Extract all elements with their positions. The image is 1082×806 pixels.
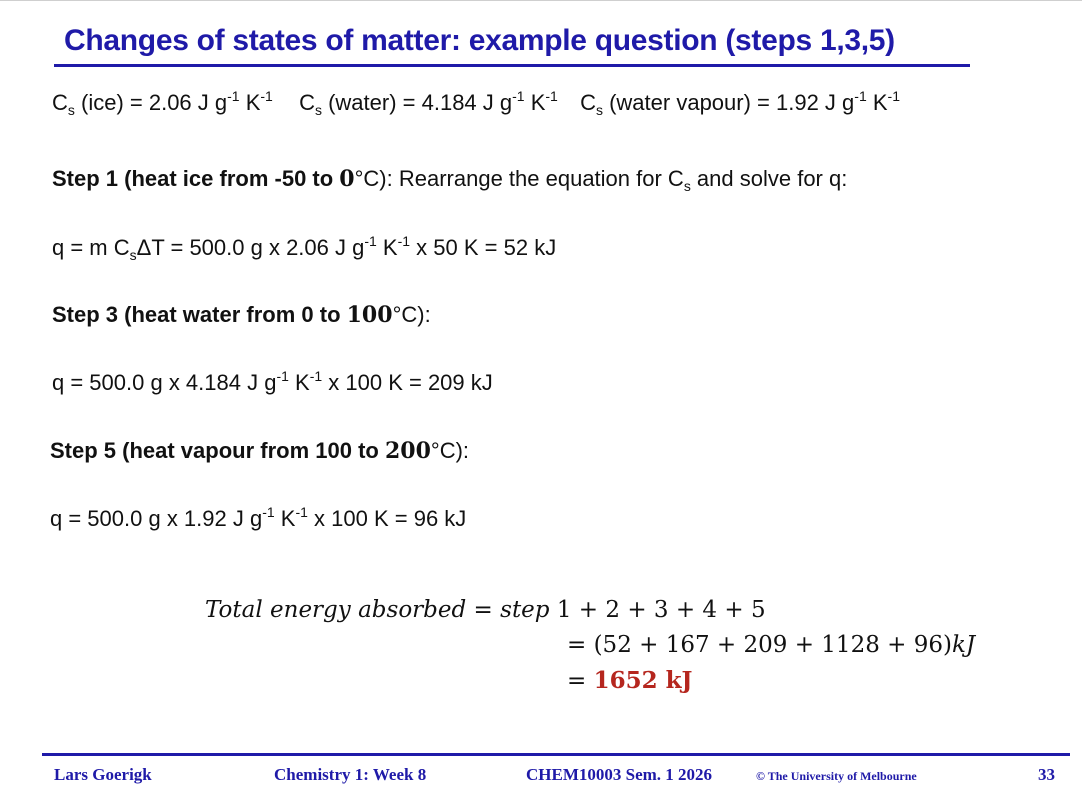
footer-author: Lars Goerigk bbox=[54, 765, 152, 784]
total-line-3: = 1652 kJ bbox=[567, 667, 693, 694]
footer-rule bbox=[42, 753, 1070, 756]
footer-copyright: © The University of Melbourne bbox=[756, 769, 917, 783]
cs-vapour: $C_s$ (water vapour) = 1.92 J $g^{-1}$ $K^{-1}$ bbox=[580, 88, 900, 118]
specific-heat-line bbox=[52, 90, 900, 116]
top-border bbox=[0, 0, 1082, 1]
step3-equation: q = 500.0 g x 4.184 J $g^{-1}$ $K^{-1}$ x 100 K = 209 kJ bbox=[52, 368, 493, 395]
step1-heading: Step 1 (heat ice from -50 to 0°C): Rearrange the equation for $C_s$ and solve for q: bbox=[52, 166, 848, 194]
cs-water: $C_s$ (water) = 4.184 J $g^{-1}$ $K^{-1}$ bbox=[299, 88, 558, 118]
step5-equation: q = 500.0 g x 1.92 J $g^{-1}$ $K^{-1}$ x 100 K = 96 kJ bbox=[50, 504, 467, 531]
step3-heading: Step 3 (heat water from 0 to 100°C): bbox=[52, 302, 431, 328]
footer-course: Chemistry 1: Week 8 bbox=[274, 765, 427, 784]
step1-equation: q = m $C_s\Delta T = 500.0$ g x 2.06 J $g^{-1}$ $K^{-1}$ x 50 K = 52 kJ bbox=[52, 233, 557, 263]
total-line-2: = (52 + 167 + 209 + 1128 + 96)kJ bbox=[567, 632, 976, 658]
cs-ice: $C_s$ (ice) = 2.06 J $g^{-1}$ $K^{-1}$ bbox=[52, 88, 273, 118]
footer-code: CHEM10003 Sem. 1 2026 bbox=[526, 765, 713, 784]
step5-heading: Step 5 (heat vapour from 100 to 200°C): bbox=[50, 438, 470, 464]
total-result: 1652 kJ bbox=[593, 667, 693, 694]
title-underline bbox=[54, 64, 970, 67]
total-line-1: Total energy absorbed = step 1 + 2 + 3 + 4 + 5 bbox=[205, 597, 766, 623]
page-number: 33 bbox=[1038, 765, 1055, 784]
slide-title: Changes of states of matter: example question (steps 1,3,5) bbox=[64, 24, 895, 57]
